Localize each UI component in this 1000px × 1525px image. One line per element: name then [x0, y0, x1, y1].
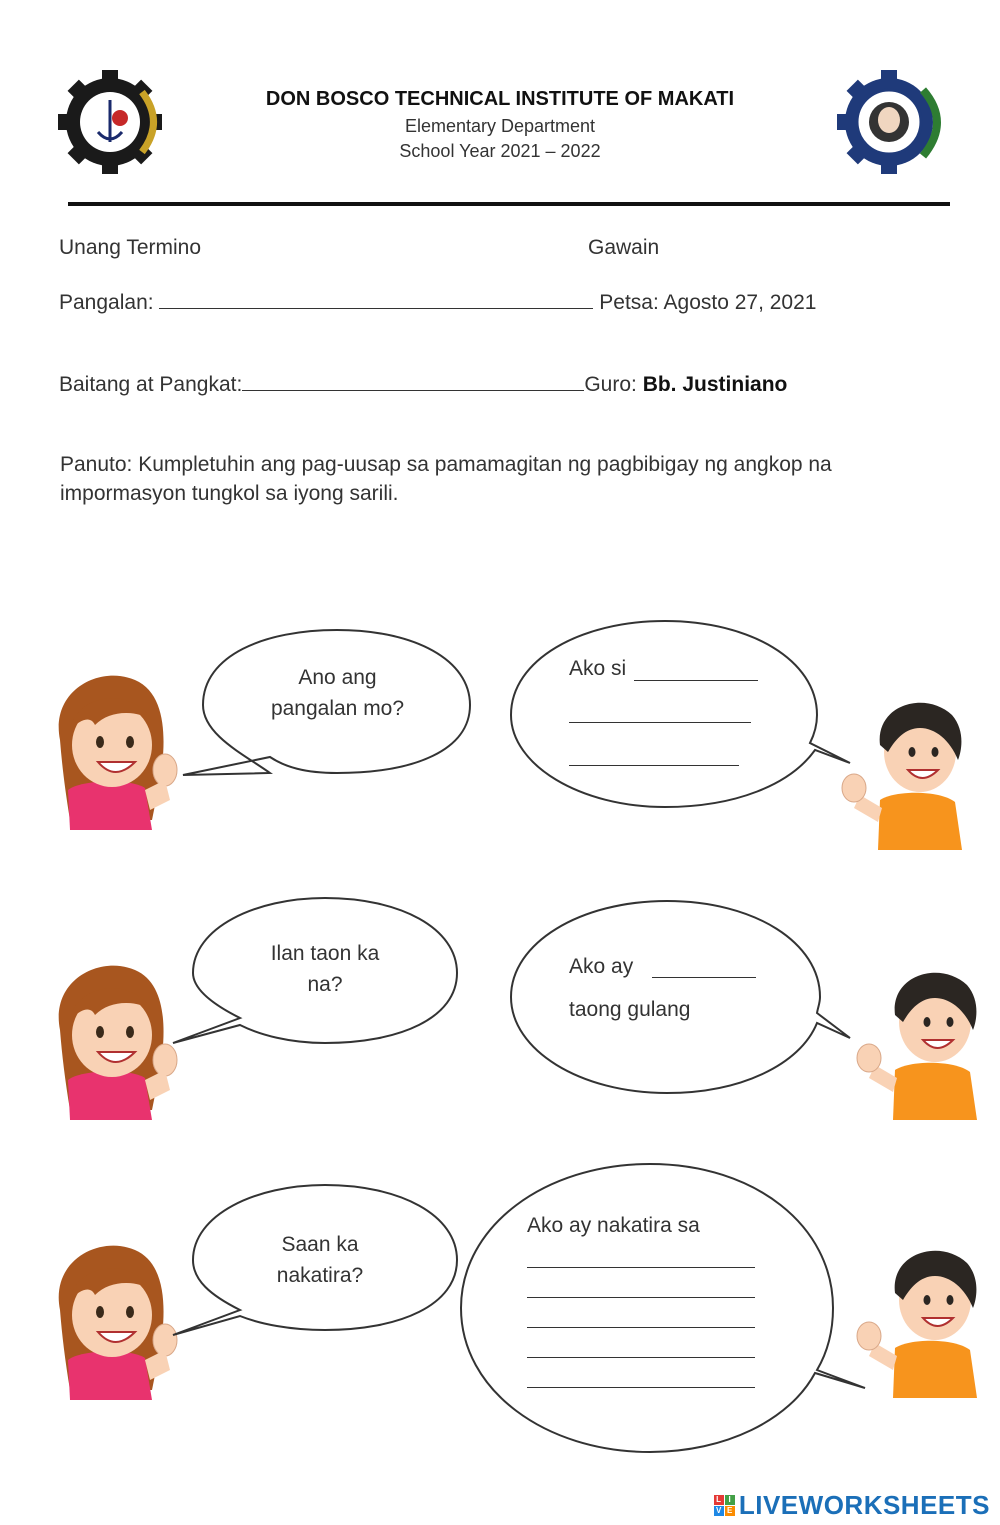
answer-line-3e[interactable]: [527, 1387, 755, 1388]
name-row: [59, 291, 816, 315]
grade-label: Baitang at Pangkat:: [59, 373, 243, 396]
teacher-name: Bb. Justiniano: [642, 373, 788, 396]
activity-label: Gawain: [588, 236, 660, 259]
brand-name: LIVEWORKSHEETS: [738, 1490, 990, 1520]
teacher-label: Guro:: [584, 373, 637, 396]
answer-bubble-3: [455, 1158, 870, 1458]
question-3: Saan ka nakatira?: [276, 1233, 364, 1287]
school-year: School Year 2021 – 2022: [399, 141, 601, 161]
liveworksheets-brand: [714, 1490, 990, 1521]
date-label: Petsa:: [599, 291, 659, 314]
question-2: Ilan taon ka na?: [270, 942, 380, 996]
answer-prefix-2: Ako ay: [569, 955, 634, 978]
date-value: Agosto 27, 2021: [663, 291, 817, 314]
answer-bubble-1: [505, 615, 855, 815]
answer-line-3d[interactable]: [527, 1357, 755, 1358]
name-field[interactable]: [159, 308, 593, 309]
answer-line-2[interactable]: [652, 977, 756, 978]
question-1: Ano ang pangalan mo?: [270, 666, 405, 720]
answer-line-1a[interactable]: [634, 680, 758, 681]
boy-character-3: [855, 1238, 990, 1398]
answer-line-3c[interactable]: [527, 1327, 755, 1328]
instruction: Panuto: Kumpletuhin ang pag-uusap sa pamamagitan ng pagbibigay ng angkop na impormasyon tungkol sa iyong sarili.: [60, 453, 832, 505]
answer-line-1b[interactable]: [569, 722, 751, 723]
department: Elementary Department: [404, 116, 596, 136]
name-label: Pangalan:: [59, 291, 154, 314]
answer-prefix-1: Ako si: [569, 657, 627, 680]
girl-character-1: [40, 670, 190, 830]
boy-character-2: [855, 960, 990, 1120]
answer-line-1c[interactable]: [569, 765, 739, 766]
header-divider: [68, 202, 950, 206]
answer-line-3a[interactable]: [527, 1267, 755, 1268]
answer-line-3b[interactable]: [527, 1297, 755, 1298]
grade-field[interactable]: [242, 390, 584, 391]
answer-suffix-2: taong gulang: [569, 998, 691, 1021]
grade-row: [59, 373, 787, 397]
school-name: DON BOSCO TECHNICAL INSTITUTE OF MAKATI: [265, 88, 735, 110]
liveworksheets-logo-icon: L I V E: [714, 1495, 735, 1516]
term-label: Unang Termino: [59, 236, 202, 259]
answer-prefix-3: Ako ay nakatira sa: [527, 1214, 700, 1237]
boy-character-1: [840, 690, 975, 850]
